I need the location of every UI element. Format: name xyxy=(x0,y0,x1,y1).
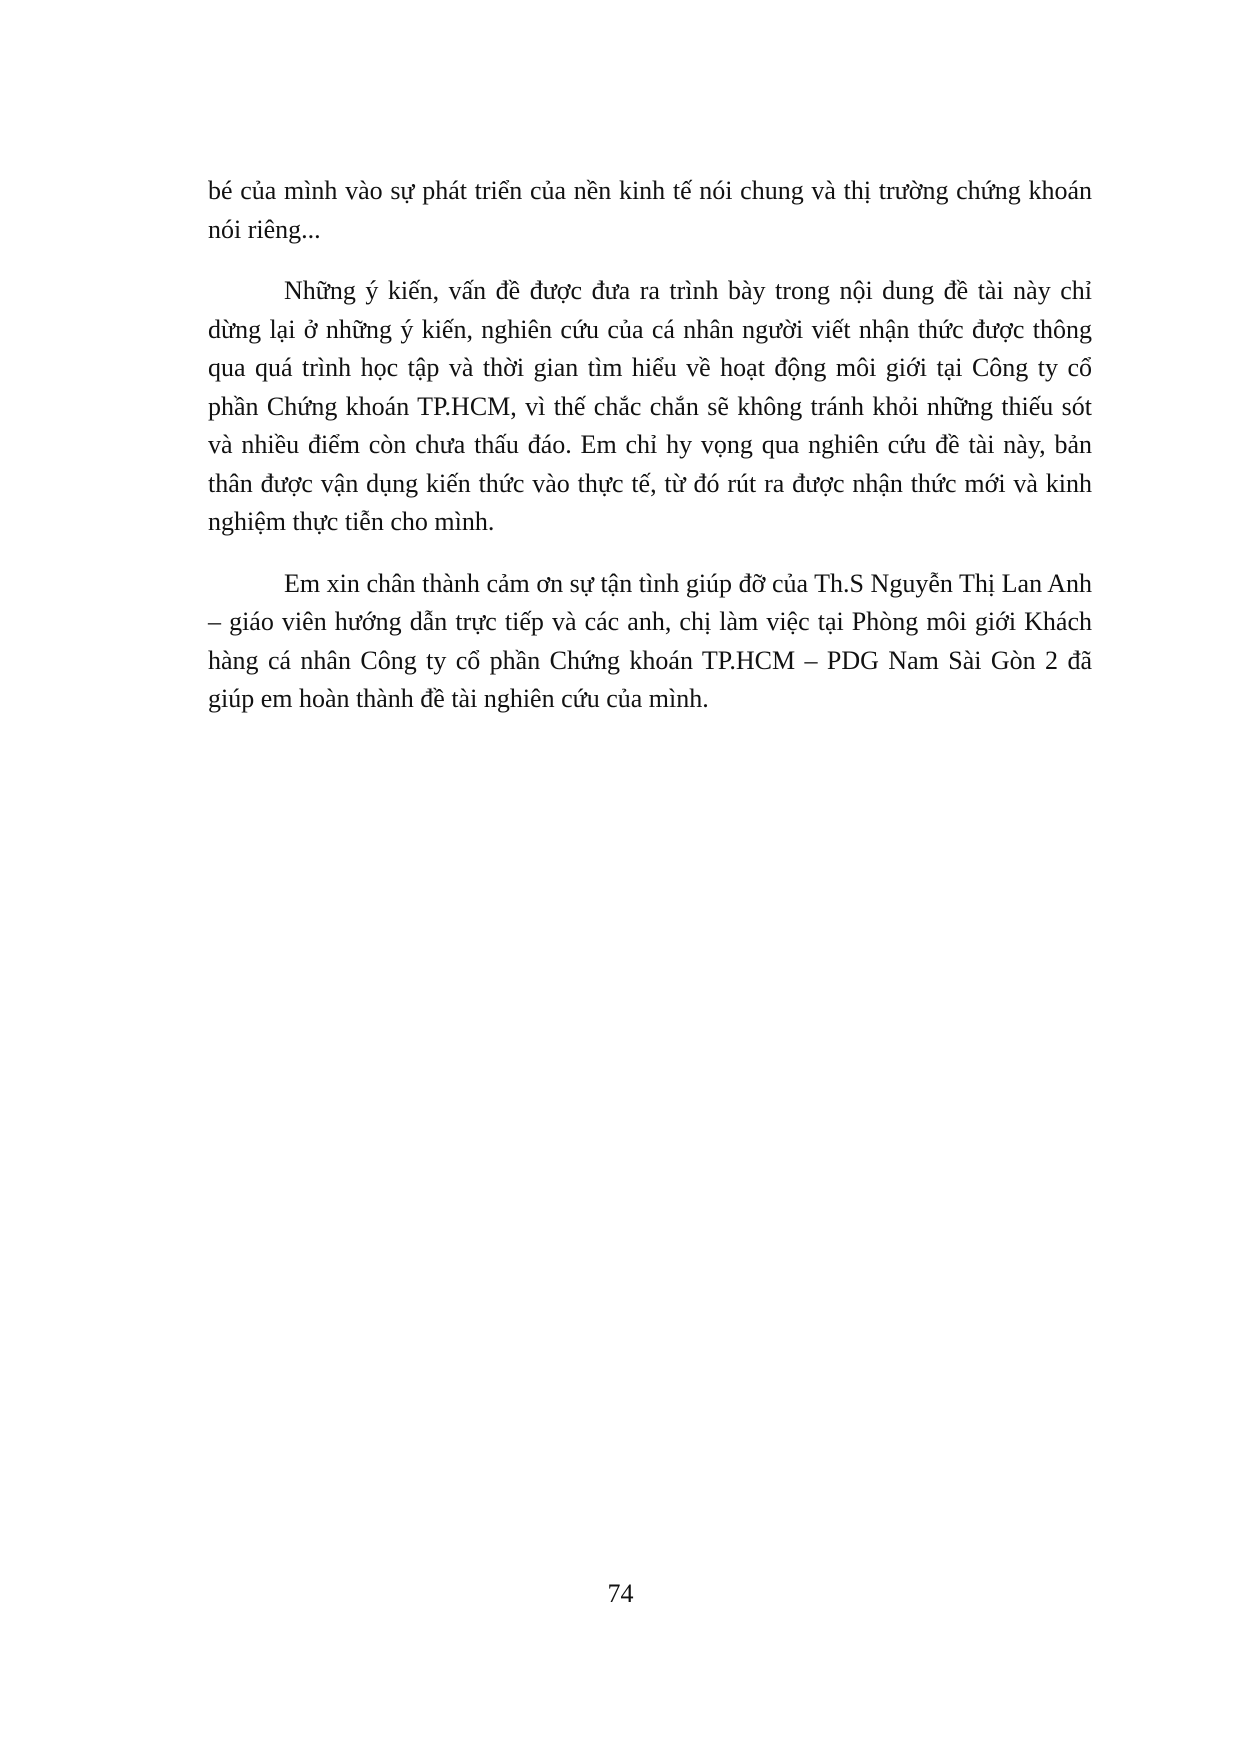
paragraph-continuation: bé của mình vào sự phát triển của nền kinh tế nói chung và thị trường chứng khoán nói riêng... xyxy=(208,176,1092,244)
paragraph-limitations: Những ý kiến, vấn đề được đưa ra trình bày trong nội dung đề tài này chỉ dừng lại ở những ý kiến, nghiên cứu của cá nhân người viết nhận thức được thông qua quá trình học tập và thời gian tìm hiểu về hoạt động môi giới tại Công ty cổ phần Chứng khoán TP.HCM, vì thế chắc chắn sẽ không tránh khỏi những thiếu sót và nhiều điểm còn chưa thấu đáo. Em chỉ hy vọng qua nghiên cứu đề tài này, bản thân được vận dụng kiến thức vào thực tế, từ đó rút ra được nhận thức mới và kinh nghiệm thực tiễn cho mình. xyxy=(208,276,1092,536)
page-number: 74 xyxy=(607,1579,634,1608)
page-body xyxy=(208,172,1092,742)
paragraph-acknowledgement: Em xin chân thành cảm ơn sự tận tình giúp đỡ của Th.S Nguyễn Thị Lan Anh – giáo viên hướng dẫn trực tiếp và các anh, chị làm việc tại Phòng môi giới Khách hàng cá nhân Công ty cổ phần Chứng khoán TP.HCM – PDG Nam Sài Gòn 2 đã giúp em hoàn thành đề tài nghiên cứu của mình. xyxy=(208,568,1092,713)
